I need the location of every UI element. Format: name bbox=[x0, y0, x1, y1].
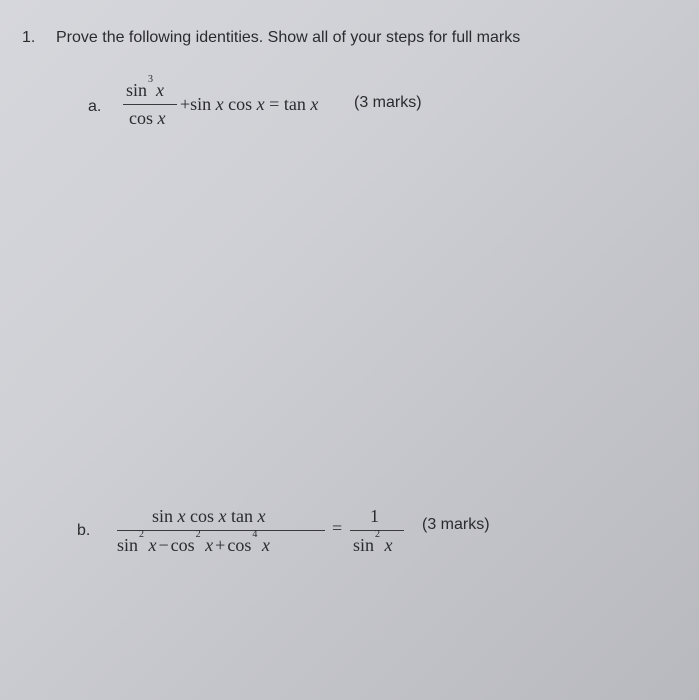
part-a-num-fn: sin bbox=[126, 80, 148, 100]
part-a-rhs-x2: x bbox=[256, 94, 265, 114]
part-b-den-sin: sin bbox=[117, 535, 139, 555]
part-b-den-exp3: 4 bbox=[252, 529, 258, 540]
part-b-rhs-denominator bbox=[353, 529, 393, 556]
part-a-rhs-eq: = bbox=[269, 94, 280, 114]
part-a-num-var: x bbox=[156, 80, 165, 100]
part-b-num-x2: x bbox=[218, 506, 227, 526]
part-b-equals: = bbox=[332, 518, 343, 538]
part-b-rhs-den-sin: sin bbox=[353, 535, 375, 555]
part-b-rhs-den-exp: 2 bbox=[375, 529, 381, 540]
part-b-label: b. bbox=[77, 522, 91, 539]
part-a-rhs bbox=[180, 94, 318, 115]
part-a-den-var: x bbox=[157, 108, 166, 128]
part-b-marks: (3 marks) bbox=[422, 516, 490, 533]
part-a-plus: + bbox=[180, 94, 191, 114]
part-b-den-exp2: 2 bbox=[195, 529, 201, 540]
part-b-rhs-den-x: x bbox=[384, 535, 393, 555]
part-a-marks: (3 marks) bbox=[354, 94, 422, 111]
part-b-num-tan: tan bbox=[231, 506, 254, 526]
part-a-num-exp: 3 bbox=[148, 74, 154, 85]
part-a-rhs-tan: tan bbox=[283, 94, 306, 114]
part-a-den-fn: cos bbox=[129, 108, 153, 128]
part-b-num-cos: cos bbox=[190, 506, 215, 526]
part-b-lhs-fraction-bar bbox=[117, 530, 325, 531]
part-a-fraction-bar bbox=[123, 104, 177, 105]
part-b-den-minus: − bbox=[158, 535, 169, 555]
part-a-rhs-x3: x bbox=[310, 94, 319, 114]
question-number: 1. bbox=[22, 29, 36, 46]
part-b-num-sin: sin bbox=[152, 506, 174, 526]
part-b-den-x2: x bbox=[205, 535, 214, 555]
part-b-den-plus: + bbox=[215, 535, 226, 555]
part-b-rhs-numerator: 1 bbox=[370, 506, 379, 526]
part-a-rhs-cos: cos bbox=[228, 94, 253, 114]
part-b-num-x1: x bbox=[177, 506, 186, 526]
part-b-den-exp1: 2 bbox=[139, 529, 145, 540]
part-a-numerator bbox=[126, 74, 165, 101]
part-b-den-x1: x bbox=[148, 535, 157, 555]
part-b-denominator bbox=[117, 529, 270, 556]
part-a-rhs-sin: sin bbox=[190, 94, 212, 114]
part-b-den-cos: cos bbox=[170, 535, 195, 555]
part-b-den-x3: x bbox=[261, 535, 270, 555]
part-b-den-cos2: cos bbox=[227, 535, 252, 555]
part-b-num-x3: x bbox=[257, 506, 266, 526]
question-prompt: Prove the following identities. Show all of your steps for full marks bbox=[56, 29, 521, 46]
part-a-label: a. bbox=[88, 98, 102, 115]
part-a-denominator bbox=[129, 108, 166, 129]
part-b-numerator bbox=[152, 506, 266, 527]
part-a-rhs-x1: x bbox=[215, 94, 224, 114]
